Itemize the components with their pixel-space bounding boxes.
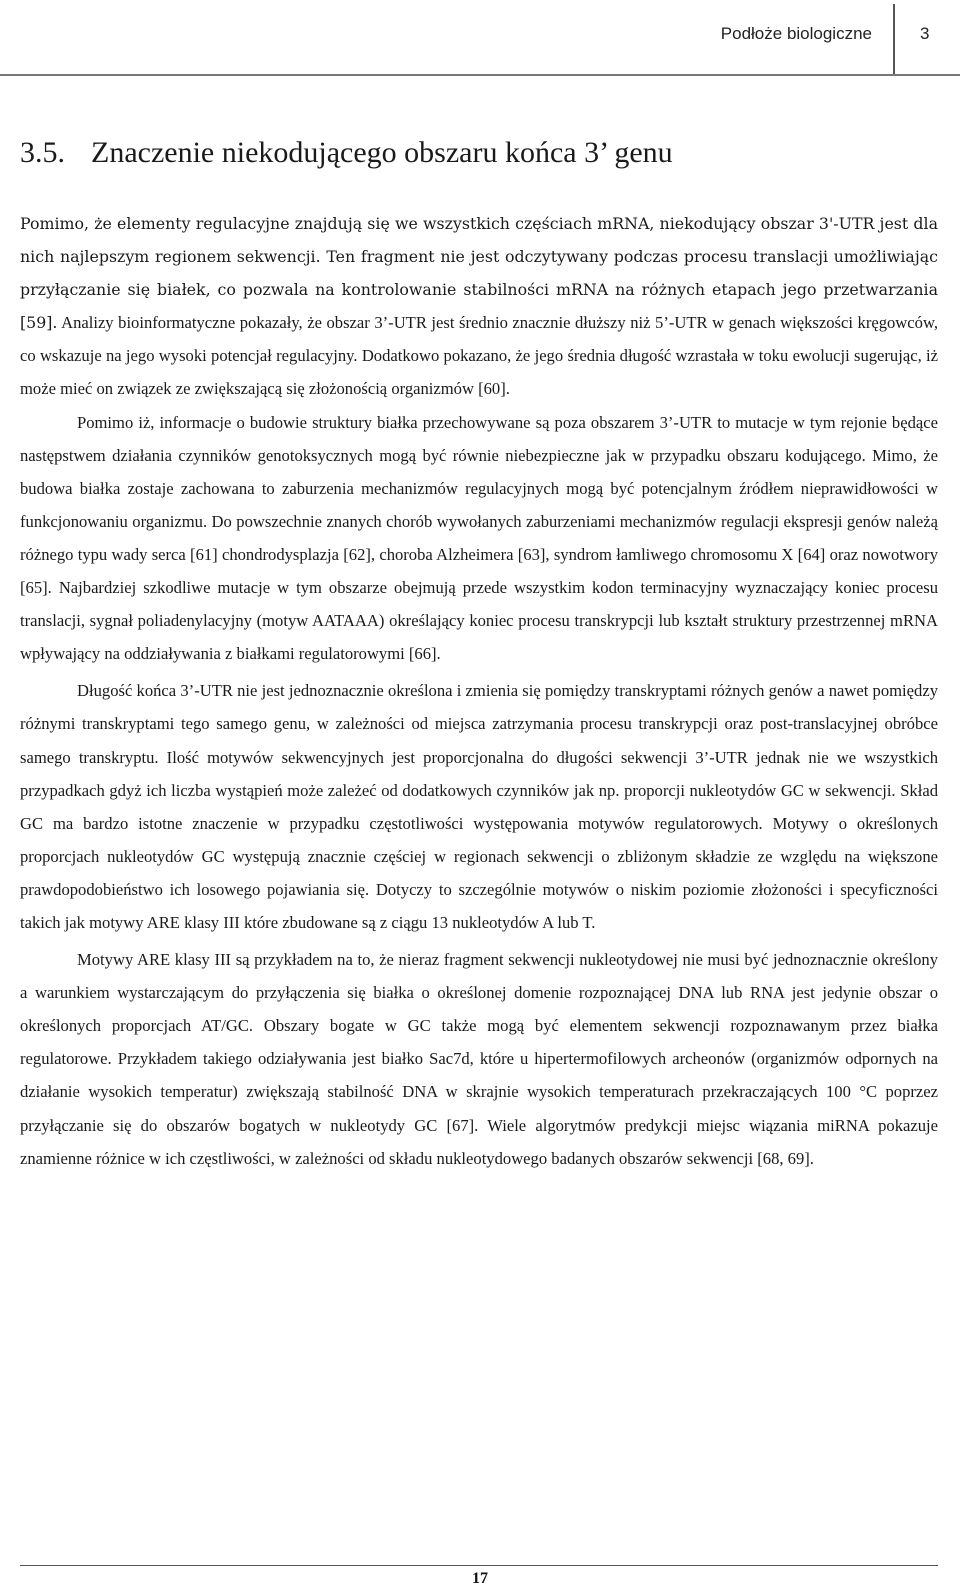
running-header-section: Podłoże biologiczne (720, 24, 872, 43)
page-footer (0, 1564, 960, 1596)
paragraph-1-part-2: Analizy bioinformatyczne pokazały, że obszar 3’-UTR jest średnio znacznie dłuższy niż 5’-UTR w genach większości kręgowców, co wskazuje na jego wysoki potencjał regulacyjny. Dodatkowo pokazano, że jego średnia długość wzrastała w toku ewolucji sugerując, iż może mieć on związek ze zwiększającą się złożonością organizmów [60]. (20, 313, 938, 399)
paragraph-1-part-1: Pomimo, że elementy regulacyjne znajdują się we wszystkich częściach mRNA, niekodujący obszar 3'-UTR jest dla nich najlepszym regionem sekwencji. Ten fragment nie jest odczytywany podczas procesu translacji umożliwiając przyłączanie się białek, co pozwala na kontrolowanie stabilności mRNA na różnych etapach jego przetwarzania [59]. (20, 214, 938, 333)
paragraph-4: Motywy ARE klasy III są przykładem na to, że nieraz fragment sekwencji nukleotydowej nie musi być jednoznacznie określony a warunkiem wystarczającym do przyłączenia się białka o określonej domenie rozpoznającej DNA lub RNA jest jedynie obszar o określonych proporcjach AT/GC. Obszary bogate w GC także mogą być elementem sekwencji rozpoznawanym przez białka regulatorowe. Przykładem takiego odziaływania jest białko Sac7d, które u hipertermofilowych archeonów (organizmów odpornych na działanie wysokich temperatur) zwiększają stabilność DNA w skrajnie wysokich temperaturach przekraczających 100 °C poprzez przyłączanie się do obszarów bogatych w nukleotydy GC [67]. Wiele algorytmów predykcji miejsc wiązania miRNA pokazuje znamienne różnice w ich częstliwości, w zależności od składu nukleotydowego badanych obszarów sekwencji [68, 69]. (20, 950, 938, 1168)
paragraph-2: Pomimo iż, informacje o budowie struktury białka przechowywane są poza obszarem 3’-UTR to mutacje w tym rejonie będące następstwem działania czynników genotoksycznych mogą być równie niebezpieczne jak w przypadku obszaru kodującego. Mimo, że budowa białka zostaje zachowana to zaburzenia mechanizmów regulacyjnych mogą być potencjalnym źródłem nieprawidłowości w funkcjonowaniu organizmu. Do powszechnie znanych chorób wywołanych zaburzeniami mechanizmów regulacji ekspresji genów należą różnego typu wady serca [61] chondrodysplazja [62], choroba Alzheimera [63], syndrom łamliwego chromosomu X [64] oraz nowotwory [65]. Najbardziej szkodliwe mutacje w tym obszarze obejmują przede wszystkim kodon terminacyjny wyznaczający koniec procesu translacji, sygnał poliadenylacyjny (motyw AATAAA) określający koniec procesu transkrypcji lub kształt struktury przestrzennej mRNA wpływający na oddziaływania z białkami regulatorowymi [66]. (20, 412, 938, 664)
page-header (0, 0, 960, 78)
section-number: 3.5. (20, 136, 65, 169)
paragraph-1 (20, 207, 938, 406)
section-heading (20, 136, 673, 170)
header-rule (0, 74, 960, 76)
header-divider (893, 4, 895, 76)
body-text (20, 207, 938, 1175)
page-number: 17 (472, 1570, 488, 1587)
paragraph-3: Długość końca 3’-UTR nie jest jednoznacznie określona i zmienia się pomiędzy transkryptami różnych genów a nawet pomiędzy różnymi transkryptami tego samego genu, w zależności od miejsca zatrzymania procesu transkrypcji oraz post-translacyjnej obróbce samego transkryptu. Ilość motywów sekwencyjnych jest proporcjonalna do długości sekwencji 3’-UTR jednak nie we wszystkich przypadkach gdyż ich liczba wystąpień może zależeć od dodatkowych czynników jak np. proporcji nukleotydów GC w sekwencji. Skład GC ma bardzo istotne znaczenie w przypadku częstotliwości występowania motywów regulatorowych. Motywy o określonych proporcjach nukleotydów GC występują znacznie częściej w regionach sekwencji o zbliżonym składzie ze względu na większone prawdopodobieństwo ich losowego pojawiania się. Dotyczy to szczególnie motywów o niskim poziomie złożoności i specyficzności takich jak motywy ARE klasy III które zbudowane są z ciągu 13 nukleotydów A lub T. (20, 681, 938, 932)
running-header-chapter: 3 (920, 24, 930, 43)
footer-rule (20, 1565, 938, 1566)
section-title: Znaczenie niekodującego obszaru końca 3’ genu (91, 136, 673, 169)
